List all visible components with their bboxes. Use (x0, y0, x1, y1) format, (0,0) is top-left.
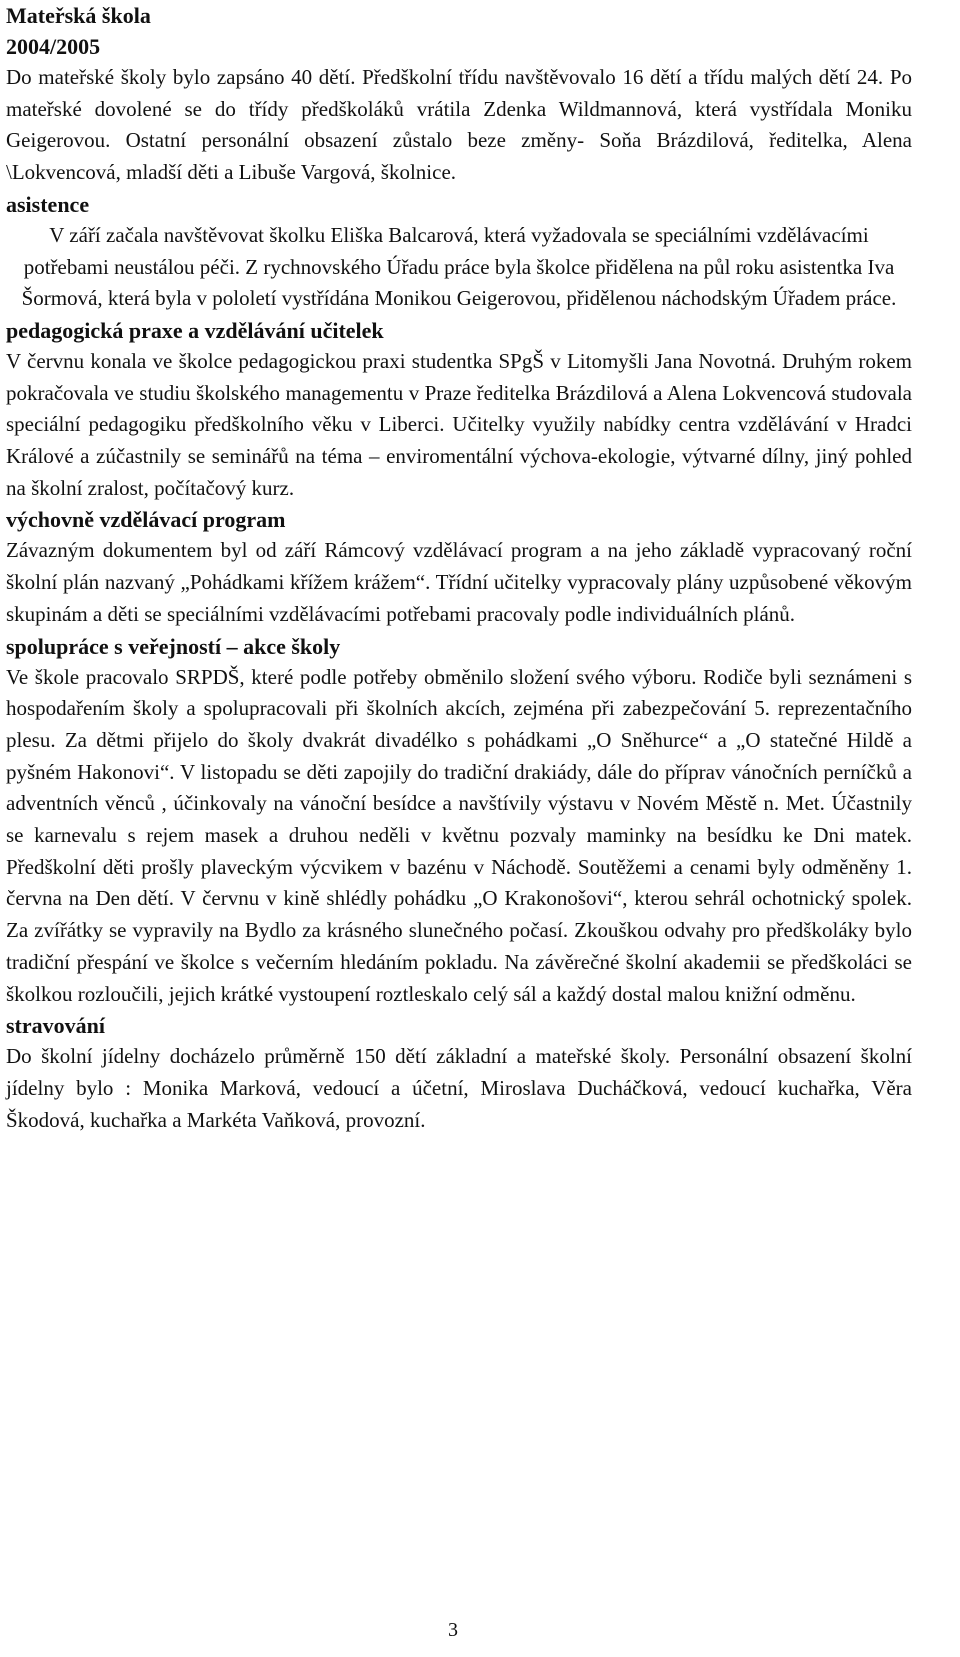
section-heading-stravovani: stravování (6, 1013, 105, 1039)
section-body-spoluprace: Ve škole pracovalo SRPDŠ, které podle potřeby obměnilo složení svého výboru. Rodiče byli seznámeni s hospodařením školy a spolupracovali při školních akcích, zejména při zabezpečování 5. reprezentačního plesu. Za dětmi přijelo do školy dvakrát divadélko s pohádkami „O Sněhurce“ a „O statečné Hildě a pyšném Hakonovi“. V listopadu se děti zapojily do tradiční drakiády, dále do příprav vánočních perníčků a adventních věnců , účinkovaly na vánoční besídce a navštívily výstavu v Novém Městě n. Met. Účastnily se karnevalu s rejem masek a druhou neděli v květnu pozvaly maminky na besídku ke Dni matek. Předškolní děti prošly plaveckým výcvikem v bazénu v Náchodě. Soutěžemi a cenami byly odměněny 1. června na Den dětí. V červnu v kině shlédly pohádku „O Krakonošovi“, kterou sehrál ochotnický spolek. Za zvířátky se vypravily na Bydlo za krásného slunečného počasí. Zkouškou odvahy pro předškoláky bylo tradiční přespání ve školce s večerním hledáním pokladu. Na závěrečné školní akademii se předškoláci se školkou rozloučili, jejich krátké vystoupení roztleskalo celý sál a každý dostal malou knižní odměnu. (6, 664, 912, 1006)
page-number: 3 (448, 1619, 458, 1641)
document-page (6, 0, 912, 1136)
section-heading-spoluprace: spolupráce s veřejností – akce školy (6, 633, 341, 659)
section-heading-pedagogicka-praxe: pedagogická praxe a vzdělávání učitelek (6, 317, 384, 343)
section-body-vzdelavaci-program: Závazným dokumentem byl od září Rámcový vzdělávací program a na jeho základě vypracovaný roční školní plán nazvaný „Pohádkami křížem krážem“. Třídní učitelky vypracovaly plány uzpůsobené věkovým skupinám a děti se speciálními vzdělávacími potřebami pracovaly podle individuálních plánů. (6, 538, 912, 626)
school-year: 2004/2005 (6, 34, 101, 59)
section-body-asistence: V září začala navštěvovat školku Eliška Balcarová, která vyžadovala se speciálními vzdělávacími potřebami neustálou péči. Z rychnovského Úřadu práce byla školce přidělena na půl roku asistentka Iva Šormová, která byla v pololetí vystřídána Monikou Geigerovou, přidělenou náchodským Úřadem práce. (21, 222, 897, 311)
document-title: Mateřská škola (6, 3, 151, 28)
section-body-stravovani: Do školní jídelny docházelo průměrně 150 dětí základní a mateřské školy. Personální obsazení školní jídelny bylo : Monika Marková, vedoucí a účetní, Miroslava Ducháčková, vedoucí kuchařka, Věra Škodová, kuchařka a Markéta Vaňková, provozní. (6, 1044, 912, 1132)
intro-paragraph: Do mateřské školy bylo zapsáno 40 dětí. Předškolní třídu navštěvovalo 16 dětí a třídu malých dětí 24. Po mateřské dovolené se do třídy předškoláků vrátila Zdenka Wildmannová, která vystřídala Moniku Geigerovou. Ostatní personální obsazení zůstalo beze změny- Soňa Brázdilová, ředitelka, Alena \Lokvencová, mladší děti a Libuše Vargová, školnice. (6, 65, 912, 185)
section-body-pedagogicka-praxe: V červnu konala ve školce pedagogickou praxi studentka SPgŠ v Litomyšli Jana Novotná. Druhým rokem pokračovala ve studiu školského managementu v Praze ředitelka Brázdilová a Alena Lokvencová studovala speciální pedagogiku předškolního věku v Liberci. Učitelky využily nabídky centra vzdělávání v Hradci Králové a zúčastnily se seminářů na téma – enviromentální výchova-ekologie, výtvarné dílny, jiný pohled na školní zralost, počítačový kurz. (6, 348, 912, 500)
section-heading-asistence: asistence (6, 191, 90, 217)
section-heading-vzdelavaci-program: výchovně vzdělávací program (6, 507, 286, 533)
